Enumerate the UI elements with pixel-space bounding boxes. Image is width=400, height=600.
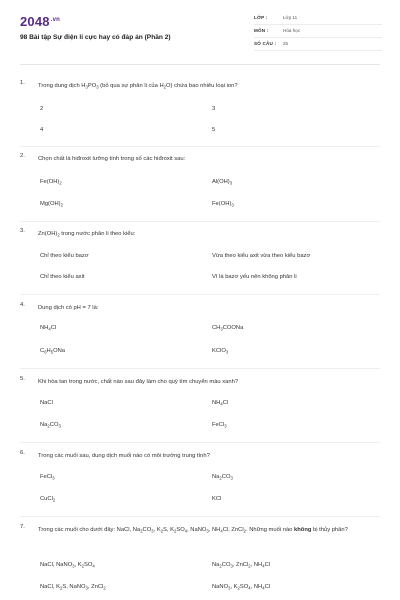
answer-option-b[interactable]: 3 bbox=[212, 106, 216, 112]
logo-suffix: .vn bbox=[50, 16, 61, 23]
question-divider bbox=[20, 294, 380, 295]
answer-option-c[interactable]: $C_6H_5ONa$ bbox=[40, 348, 65, 355]
answer-option-c[interactable]: CuCl$_2$ bbox=[40, 496, 56, 503]
answer-option-a[interactable]: $Fe(OH)_2$ bbox=[40, 179, 62, 186]
meta-value: 25 bbox=[283, 41, 289, 46]
answer-option-d[interactable]: 5 bbox=[212, 127, 216, 133]
answer-option-d[interactable]: Vì là bazơ yếu nên không phân li bbox=[212, 274, 297, 280]
question-text: Dung dịch có pH = 7 là: bbox=[38, 305, 99, 311]
question-number: 2. bbox=[20, 153, 25, 159]
document-title: 98 Bài tập Sự điện li cực hay có đáp án (Phần 2) bbox=[20, 34, 171, 41]
question-text: Trong các muối cho dưới đây: NaCl, $Na_2CO_3$, $K_2S$, $K_2SO_4$, NaNO$_3$, $NH_4Cl$, ZnCl$_2$. Những muối nào không bị thủy phân? bbox=[38, 527, 348, 534]
answer-option-d[interactable]: KClO$_3$ bbox=[212, 348, 229, 355]
question-divider bbox=[20, 516, 380, 517]
question-divider bbox=[20, 442, 380, 443]
question-number: 4. bbox=[20, 302, 25, 308]
answer-option-c[interactable]: 4 bbox=[40, 127, 44, 133]
answer-option-a[interactable]: NaCl bbox=[40, 400, 53, 406]
answer-option-a[interactable]: Chỉ theo kiểu bazơ bbox=[40, 253, 89, 259]
question-text: Khi hòa tan trong nước, chất nào sau đây làm cho quỳ tím chuyển màu xanh? bbox=[38, 379, 239, 385]
answer-option-a[interactable]: $NH_4Cl$ bbox=[40, 325, 57, 332]
question-divider bbox=[20, 221, 380, 222]
answer-option-a[interactable]: FeCl$_3$ bbox=[40, 474, 55, 481]
header-divider bbox=[20, 64, 380, 65]
answer-option-c[interactable]: $Na_2CO_3$ bbox=[40, 422, 61, 429]
site-logo[interactable] bbox=[20, 14, 60, 29]
meta-key: SỐ CÂU : bbox=[254, 41, 277, 46]
question-text: Trong các muối sau, dung dịch muối nào có môi trường trung tính? bbox=[38, 453, 210, 459]
answer-option-c[interactable]: $Mg(OH)_2$ bbox=[40, 201, 63, 208]
meta-value: Hóa học bbox=[283, 28, 301, 33]
logo-text: 2048 bbox=[20, 14, 50, 29]
meta-row-count bbox=[254, 38, 382, 51]
question-text: $Zn(OH)_2$ trong nước phân li theo kiểu: bbox=[38, 231, 136, 238]
answer-option-a[interactable]: 2 bbox=[40, 106, 44, 112]
answer-option-c[interactable]: Chỉ theo kiểu axit bbox=[40, 274, 85, 280]
meta-row-subject bbox=[254, 25, 382, 38]
answer-option-b[interactable]: $CH_3COONa$ bbox=[212, 325, 244, 332]
answer-option-b[interactable]: $Na_2CO_3$ bbox=[212, 474, 233, 481]
answer-option-b[interactable]: $NH_4Cl$ bbox=[212, 400, 229, 407]
answer-option-d[interactable]: $Fe(OH)_3$ bbox=[212, 201, 234, 208]
meta-key: MÔN : bbox=[254, 28, 269, 33]
answer-option-d[interactable]: NaNO$_3$, $K_2SO_4$, $NH_4Cl$ bbox=[212, 584, 271, 591]
answer-option-d[interactable]: FeCl$_3$ bbox=[212, 422, 227, 429]
meta-info bbox=[254, 12, 382, 51]
question-number: 5. bbox=[20, 376, 25, 382]
page-header bbox=[0, 0, 400, 64]
answer-option-d[interactable]: KCl bbox=[212, 496, 222, 502]
question-number: 3. bbox=[20, 228, 25, 234]
meta-row-grade bbox=[254, 12, 382, 25]
question-text: Trong dung dịch $H_3PO_3$ (bỏ qua sự phân li của $H_2O$) chứa bao nhiêu loại ion? bbox=[38, 83, 238, 90]
question-number: 7. bbox=[20, 524, 25, 530]
answer-option-b[interactable]: $Na_2CO_3$, ZnCl$_2$, $NH_4Cl$ bbox=[212, 562, 271, 569]
meta-key: LỚP : bbox=[254, 15, 268, 20]
meta-value: Lớp 11 bbox=[283, 15, 298, 20]
answer-option-a[interactable]: NaCl, NaNO$_3$, $K_2SO_4$ bbox=[40, 562, 95, 569]
question-divider bbox=[20, 146, 380, 147]
question-number: 1. bbox=[20, 80, 25, 86]
question-number: 6. bbox=[20, 450, 25, 456]
answer-option-b[interactable]: Vừa theo kiểu axit vừa theo kiểu bazơ bbox=[212, 253, 311, 259]
question-divider bbox=[20, 368, 380, 369]
answer-option-b[interactable]: $Al(OH)_3$ bbox=[212, 179, 233, 186]
answer-option-c[interactable]: NaCl, $K_2S$, NaNO$_3$, ZnCl$_2$ bbox=[40, 584, 106, 591]
question-text: Chọn chất là hiđroxit lưỡng tính trong số các hiđroxit sau: bbox=[38, 156, 186, 162]
